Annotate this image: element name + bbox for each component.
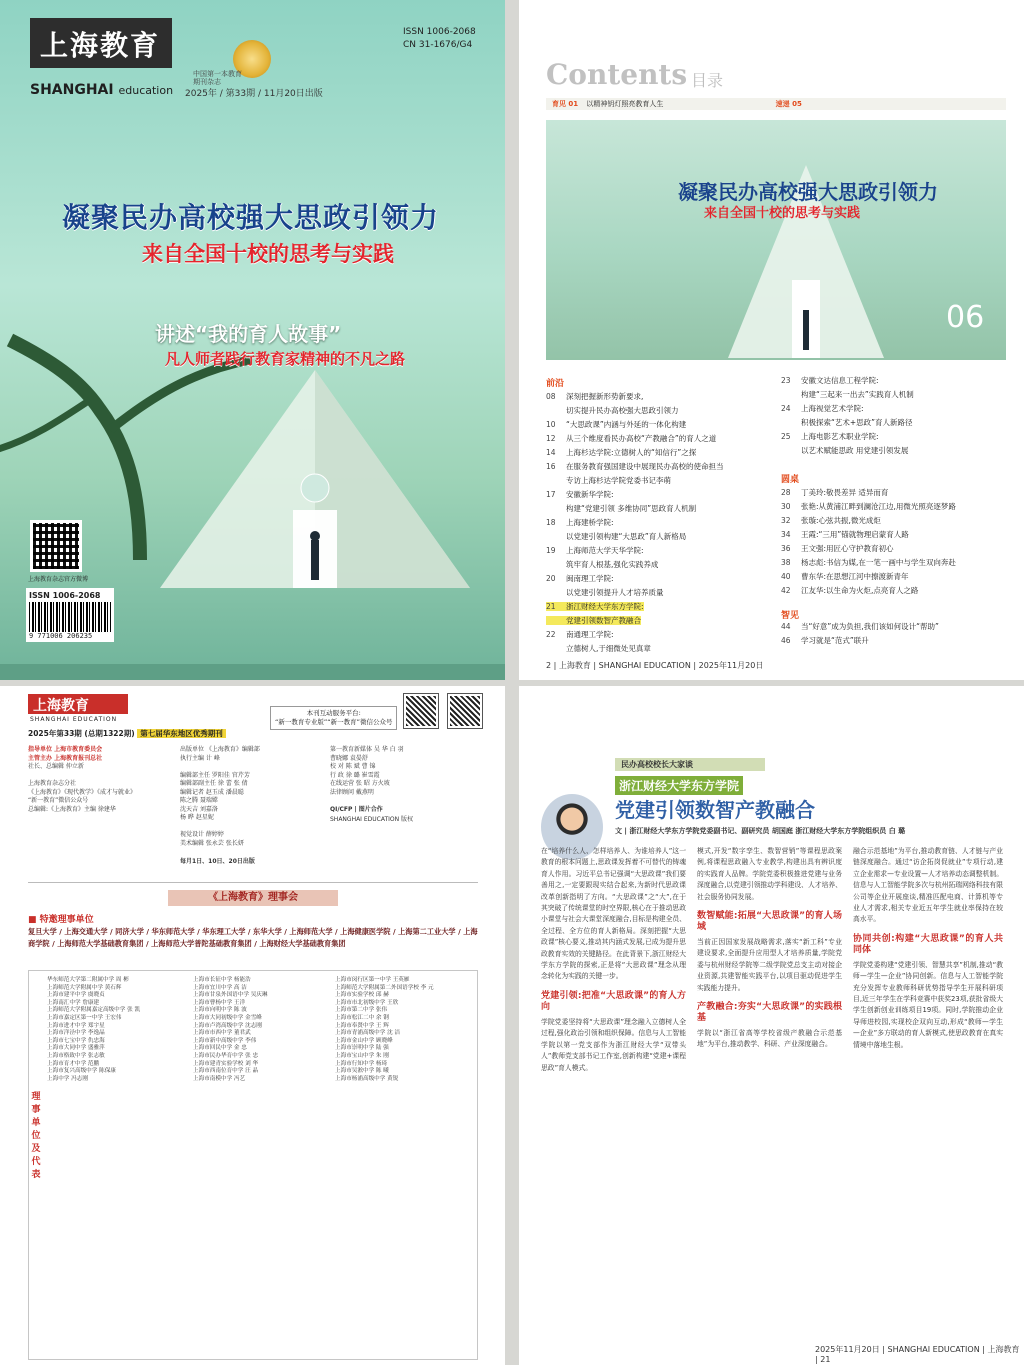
board-member: 上海市吴淞中学 陈 曦 bbox=[335, 1068, 389, 1075]
toc-entry[interactable] bbox=[781, 558, 956, 567]
toc-entry[interactable] bbox=[781, 488, 888, 497]
toc-entry[interactable] bbox=[546, 588, 664, 597]
board-member: 上海市大同中学 盛雅萍 bbox=[47, 1045, 105, 1052]
article-column-2: 模式,开发“数字孪生、数智营销”等课程思政案例,将课程思政融入专业教学,构建出具有辨识度的实践育人品牌。学院党委积极推进党建与业务深度融合,以党建引领推动学科建设、人才培养、社会服务协同发展。 数智赋能:拓展“大思政课”的育人场域 当前正因国家发展战略需求,落实“新工科”专业建设要求,全面提升应用型人才培养质量,学院党委与杭州财经学院等二级学院党总支主动对接企业资源,共建智能实践平台,以项目驱动促进学生实践能力提升。 产教融合:夯实“大思政课”的实践根基 学院以“浙江省高等学校省级产教融合示范基地”为平台,推动教学、科研、产业深度融合。 bbox=[697, 847, 842, 1049]
article-subhead-1: 党建引领:把准“大思政课”的育人方向 bbox=[541, 990, 686, 1012]
board-member: 上海市青浦高级中学 沈 洁 bbox=[335, 1030, 401, 1037]
toc-entry[interactable] bbox=[781, 446, 908, 455]
board-column-2 bbox=[193, 977, 268, 1083]
toc-entry[interactable] bbox=[781, 390, 914, 399]
board-member: 上海市民办华育中学 张 忠 bbox=[193, 1052, 259, 1059]
masthead-line: 社长、总编辑 仲立新 bbox=[28, 763, 84, 770]
masthead-divider bbox=[28, 882, 478, 883]
masthead-line: 法律顾问 戴燕明 bbox=[330, 788, 374, 796]
board-label: 理事单位及代表 bbox=[31, 1092, 41, 1180]
article-column-1: 在“培养什么人、怎样培养人、为谁培养人”这一教育的根本问题上,思政课发挥着不可替代的铸魂育人作用。习近平总书记强调“大思政课”我们要善用之,一定要跟现实结合起来,为新时代思政课改革创新指明了方向。“大思政课”之“大”,在于其突破了传统课堂的时空界限,核心在于推动思政小课堂与社会大课堂深度融合,目标是构建全员、全过程、全方位的育人新格局。深刻把握“大思政课”核心要义,推动其内涵式发展,已成为提升思政教育实效的关键路径。在此背景下,浙江财经大学东方学院的探索,正是将“大思政课”理念从理念转化为实践的关键一步。 党建引领:把准“大思政课”的育人方向 学院党委坚持将“大思政课”理念融入立德树人全过程,强化政治引领和组织保障。信息与人工智能学院以第一党支部作为浙江财经大学“双带头人”教师党支部书记工作室,创新构建“党建+课程思政”育人模式。 bbox=[541, 847, 686, 1072]
toc-section-frontier: 前沿 bbox=[546, 379, 565, 389]
masthead-line: 沈天吉 刘嘉洛 bbox=[180, 805, 218, 813]
toc-entry[interactable] bbox=[546, 504, 696, 513]
board-member: 上海市建青实验学校 刘 华 bbox=[193, 1060, 259, 1067]
contents-title: Contents bbox=[546, 58, 688, 91]
toc-entry[interactable] bbox=[546, 630, 614, 639]
toc-entry-title: 以党建引领构建“大思政”育人新格局 bbox=[566, 532, 687, 541]
qr-caption: 上海教育杂志官方微博 bbox=[28, 576, 89, 583]
board-column-1 bbox=[47, 977, 140, 1083]
toc-entry-page: 16 bbox=[546, 462, 556, 471]
board-member: 上海市松江二中 余 钢 bbox=[335, 1014, 389, 1021]
board-member: 上海市闵行区第一中学 王英雁 bbox=[335, 977, 410, 983]
toc-entry[interactable] bbox=[546, 462, 724, 471]
toc-section-insight: 智见 bbox=[781, 611, 800, 621]
special-members-list: 复旦大学 / 上海交通大学 / 同济大学 / 华东师范大学 / 华东理工大学 / 东华大学 / 上海师范大学 / 上海健康医学院 / 上海第二工业大学 / 上海商学院 / 上海师范大学基础教育集团 / 上海师范大学普陀基础教育集团 / 上海财经大学基础教育集团 bbox=[28, 927, 478, 948]
toc-entry[interactable] bbox=[546, 392, 643, 401]
toc-entry[interactable] bbox=[546, 574, 614, 583]
qr-code-icon[interactable] bbox=[448, 694, 482, 728]
board-member: 上海市杨浦高级中学 黄锐 bbox=[335, 1075, 399, 1082]
toc-entry[interactable] bbox=[546, 644, 651, 653]
masthead-line: 执行主编 计 峰 bbox=[180, 754, 220, 762]
barcode-bars-icon bbox=[29, 602, 111, 632]
board-member: 上海师范大学附属中学 黄石辉 bbox=[47, 984, 122, 991]
board-member: 上海市宜川中学 高 洁 bbox=[193, 984, 247, 991]
masthead-line: 陈之腾 聂瑞嫦 bbox=[180, 797, 218, 804]
cover-feature-sub: 凡人师者践行教育家精神的不凡之路 bbox=[165, 350, 406, 368]
award-badge: 第七届华东地区优秀期刊 bbox=[137, 729, 226, 738]
toc-entry[interactable] bbox=[546, 602, 644, 611]
toc-entry[interactable] bbox=[781, 572, 909, 581]
toc-bar-text-1: 以精神钥灯照亮教育人生 bbox=[586, 100, 664, 108]
article-subhead-3: 产教融合:夯实“大思政课”的实践根基 bbox=[697, 1002, 842, 1024]
toc-footer: 2 | 上海教育 | SHANGHAI EDUCATION | 2025年11月20日 bbox=[546, 661, 764, 670]
toc-entry[interactable] bbox=[546, 406, 679, 415]
masthead-left-column bbox=[28, 746, 178, 814]
contents-page bbox=[519, 0, 1024, 680]
board-member: 上海市新中高级中学 李伟 bbox=[193, 1037, 257, 1044]
barcode bbox=[26, 588, 114, 642]
cover-subheadline: 来自全国十校的思考与实践 bbox=[142, 242, 394, 266]
toc-entry-title: 王霞:“三用”锚就物理启蒙育人路 bbox=[801, 530, 909, 539]
council-title: 《上海教育》理事会 bbox=[168, 890, 338, 906]
toc-entry[interactable] bbox=[781, 418, 913, 427]
toc-entry-title: 以艺术赋能思政 用党建引领发展 bbox=[801, 446, 909, 455]
toc-entry[interactable] bbox=[546, 476, 671, 485]
toc-entry-page: 20 bbox=[546, 574, 556, 583]
toc-bar-label-2: 速递 05 bbox=[775, 100, 802, 108]
toc-entry-page: 34 bbox=[781, 530, 791, 539]
toc-entry-title: 筑牢育人根基,强化实践养成 bbox=[566, 560, 659, 569]
toc-entry-page: 30 bbox=[781, 502, 791, 511]
toc-entry[interactable] bbox=[781, 502, 956, 511]
special-members-title: ■ 特邀理事单位 bbox=[28, 915, 94, 925]
toc-entry-title: 在服务教育强国建设中展现民办高校的使命担当 bbox=[566, 462, 724, 471]
toc-entry-title: 切实提升民办高校强大思政引领力 bbox=[566, 406, 679, 415]
board-member: 上海市大同初级中学 金雪峰 bbox=[193, 1014, 262, 1021]
toc-entry-page: 18 bbox=[546, 518, 556, 527]
masthead-line bbox=[28, 772, 178, 781]
barcode-number: 9 771006 206235 bbox=[29, 632, 93, 640]
toc-entry[interactable] bbox=[781, 432, 879, 441]
toc-entry-title: 上海杉达学院:立德树人的“知信行”之探 bbox=[566, 448, 697, 457]
toc-entry-page: 38 bbox=[781, 558, 791, 567]
toc-top-bar bbox=[546, 98, 1006, 110]
toc-entry[interactable] bbox=[781, 516, 881, 525]
board-column-3 bbox=[335, 977, 434, 1083]
masthead-line: 编辑部主任 罗阳佳 官芹芳 bbox=[180, 771, 250, 779]
masthead-line: 视觉设计 薛婷婷 bbox=[180, 831, 224, 838]
board-member: 上海市格致中学 张志敏 bbox=[47, 1052, 105, 1059]
toc-entry-title: 学习就是“范式”联升 bbox=[801, 636, 869, 645]
masthead-coop2: SHANGHAI EDUCATION 版权 bbox=[330, 816, 414, 823]
toc-entry-page: 19 bbox=[546, 546, 556, 555]
toc-entry-page: 08 bbox=[546, 392, 556, 401]
toc-section-roundtable: 圆桌 bbox=[781, 475, 800, 485]
board-member: 上海市第二中学 张伟 bbox=[335, 1007, 388, 1014]
toc-feature-page: 06 bbox=[946, 300, 985, 335]
toc-entry-page: 12 bbox=[546, 434, 556, 443]
masthead-right-column bbox=[330, 746, 480, 797]
toc-entry-title: 立德树人,于细微处见真章 bbox=[566, 644, 651, 653]
seal-caption: 中国第一本教育期刊杂志 bbox=[193, 70, 242, 86]
toc-feature-image[interactable] bbox=[546, 120, 1006, 360]
masthead-line: 编辑部副主任 徐 蕾 张 倩 bbox=[180, 780, 248, 787]
toc-entry-page: 21 bbox=[546, 602, 556, 611]
article-footer: 2025年11月20日 | SHANGHAI EDUCATION | 上海教育 | 21 bbox=[815, 1345, 1020, 1364]
masthead-line: 上海教育杂志分社 bbox=[28, 780, 77, 787]
board-member: 上海市甘泉外国语中学 吴庆琳 bbox=[193, 992, 268, 999]
masthead-line: 主管主办 上海教育报刊总社 bbox=[28, 754, 103, 762]
cn-text: CN 31-1676/G4 bbox=[403, 40, 473, 50]
article-column-tag: 民办高校校长大家谈 bbox=[615, 758, 765, 771]
cover-headline: 凝聚民办高校强大思政引领力 bbox=[62, 201, 440, 234]
board-member: 上海市复兴高级中学 陈保康 bbox=[47, 1068, 116, 1075]
toc-entry[interactable] bbox=[546, 490, 614, 499]
toc-entry-page: 36 bbox=[781, 544, 791, 553]
masthead-line: 第一教育新媒体 吴 华 白 羽 bbox=[330, 746, 404, 753]
board-member: 上海市回民中学 金 忠 bbox=[193, 1045, 247, 1052]
toc-entry-page: 23 bbox=[781, 376, 791, 385]
board-member: 华东师范大学第二附属中学 周 彬 bbox=[47, 977, 129, 983]
toc-entry[interactable] bbox=[546, 616, 641, 625]
board-member: 上海市市西中学 董君武 bbox=[193, 1030, 251, 1037]
toc-entry[interactable] bbox=[781, 544, 894, 553]
masthead-page bbox=[0, 686, 505, 1365]
masthead-line bbox=[180, 763, 330, 772]
toc-entry[interactable] bbox=[781, 636, 869, 645]
toc-entry[interactable] bbox=[546, 560, 658, 569]
board-member: 上海市进才中学 郑宇星 bbox=[47, 1022, 105, 1029]
masthead-frequency: 每月1日、10日、20日出版 bbox=[180, 858, 255, 865]
toc-entry-page: 22 bbox=[546, 630, 556, 639]
board-member: 上海市向明中学 陈 波 bbox=[193, 1007, 247, 1014]
board-member: 上海市金山中学 顾晓峰 bbox=[335, 1037, 393, 1044]
toc-entry-page: 44 bbox=[781, 622, 791, 631]
masthead-notice: 本刊互动服务平台: “新一教育专业版”“新一教育”微信公众号 bbox=[270, 706, 397, 730]
cover-page bbox=[0, 0, 505, 680]
toc-entry-title: 上海建桥学院: bbox=[566, 518, 614, 527]
article-column-3: 融合示范基地”为平台,推动教育链、人才链与产业链深度融合。通过“访企拓岗促就业”专项行动,建立企业需求—专业设置—人才培养动态调整机制。信息与人工智能学院多次与杭州拓瑞网络科技有限公司等企业开展座谈,精准匹配电商、计算机等专业人才需求,相关专业近五年学生就业率保持在较高水平。 协同共创:构建“大思政课”的育人共同体 学院党委构建“党建引领、智慧共享”机制,推动“教师—学生—企业”协同创新。信息与人工智能学院充分发挥专业教师科研优势指导学生开展科研项目,近三年学生在学科竞赛中获奖23项,获批省级大学生创新创业训练项目19项。同时,学院推动企业导师进校园,实现校企双向互动,形成“教师—学生—企业”多方联动的育人新模式,使思政教育在真实情境中落地生根。 bbox=[853, 847, 1003, 1049]
toc-entry[interactable] bbox=[781, 622, 939, 631]
toc-entry-title: 上海视觉艺术学院: bbox=[801, 404, 864, 413]
toc-feature-title: 凝聚民办高校强大思政引领力 bbox=[678, 180, 938, 204]
masthead-issue: 2025年第33期 (总期1322期) 第七届华东地区优秀期刊 bbox=[28, 728, 226, 739]
qr-code-icon[interactable] bbox=[30, 520, 82, 572]
masthead-line: 行 政 徐 璐 崔雪霞 bbox=[330, 771, 380, 779]
cover-bottom-band bbox=[0, 664, 505, 680]
toc-entry-page: 10 bbox=[546, 420, 556, 429]
masthead-line: 编辑记者 赵玉成 潘晨聪 bbox=[180, 788, 244, 796]
toc-entry-page: 14 bbox=[546, 448, 556, 457]
toc-entry[interactable] bbox=[781, 376, 879, 385]
toc-entry-title: 当“好意”成为负担,我们该如何设计“帮助” bbox=[801, 622, 939, 631]
board-member: 上海市实验学校 邱 赫 bbox=[335, 992, 389, 999]
toc-entry-page: 24 bbox=[781, 404, 791, 413]
masthead-line: 校 对 陈 斌 曹 锦 bbox=[330, 763, 376, 770]
council-board bbox=[28, 970, 478, 1360]
board-member: 上海市行知中学 杨琦 bbox=[335, 1060, 388, 1067]
board-member: 上海市西南位育中学 汪 晶 bbox=[193, 1068, 259, 1075]
toc-entry[interactable] bbox=[781, 404, 864, 413]
toc-entry-title: 从三个维度看民办高校“产教融合”的育人之道 bbox=[566, 434, 717, 443]
toc-entry-page: 42 bbox=[781, 586, 791, 595]
board-member: 上海市建平中学 虞晓贞 bbox=[47, 992, 105, 999]
board-member: 上海市洋泾中学 李逸晶 bbox=[47, 1030, 105, 1037]
toc-entry[interactable] bbox=[546, 546, 644, 555]
masthead-line: 美术编辑 张永芸 张长妍 bbox=[180, 839, 244, 847]
toc-entry-title: 以党建引领提升人才培养质量 bbox=[566, 588, 664, 597]
toc-entry-page: 17 bbox=[546, 490, 556, 499]
article-page bbox=[519, 686, 1024, 1365]
masthead-line: 在线运营 张 昭 方火坡 bbox=[330, 780, 390, 787]
toc-entry-title: 专访上海杉达学院党委书记李萌 bbox=[566, 476, 671, 485]
toc-entry-title: 江友华:以生命为火炬,点亮育人之路 bbox=[801, 586, 919, 595]
toc-entry-title: 南通理工学院: bbox=[566, 630, 614, 639]
toc-entry-title: 张艳:从黄浦江畔到澜沧江边,用微光照亮逐梦路 bbox=[801, 502, 956, 511]
article-subhead-2: 数智赋能:拓展“大思政课”的育人场域 bbox=[697, 911, 842, 933]
toc-entry-page: 32 bbox=[781, 516, 791, 525]
masthead-line: 总编辑:《上海教育》主编 徐建华 bbox=[28, 805, 116, 813]
qr-code-icon[interactable] bbox=[404, 694, 438, 728]
toc-entry[interactable] bbox=[781, 586, 918, 595]
toc-entry-title: 丁美玲:敬畏差异 适异而育 bbox=[801, 488, 889, 497]
barcode-issn: ISSN 1006-2068 bbox=[29, 591, 101, 600]
toc-entry[interactable] bbox=[546, 434, 716, 443]
toc-entry-page: 40 bbox=[781, 572, 791, 581]
contents-title-cn: 目录 bbox=[691, 71, 724, 90]
toc-entry-title: 上海电影艺术职业学院: bbox=[801, 432, 879, 441]
toc-entry-title: 党建引领数智产教融合 bbox=[566, 616, 641, 625]
toc-bar-label-1: 育见 01 bbox=[552, 100, 579, 108]
article-org: 浙江财经大学东方学院 bbox=[615, 776, 743, 795]
toc-entry-title: “大思政课”内涵与外延的一体化构建 bbox=[566, 420, 687, 429]
cover-issn-block bbox=[403, 26, 476, 52]
board-member: 上海市崇明中学 陆 强 bbox=[335, 1045, 389, 1052]
article-subhead-4: 协同共创:构建“大思政课”的育人共同体 bbox=[853, 933, 1003, 955]
masthead-logo: 上海教育 bbox=[28, 694, 128, 714]
toc-entry-title: 闽南理工学院: bbox=[566, 574, 614, 583]
board-member: 上海市南模中学 冯艺 bbox=[193, 1075, 246, 1082]
toc-entry[interactable] bbox=[546, 448, 696, 457]
masthead-coop: QI/CFP | 图片合作 bbox=[330, 806, 383, 813]
toc-entry-page: 25 bbox=[781, 432, 791, 441]
masthead-line bbox=[180, 823, 330, 832]
toc-entry-title: 上海师范大学天华学院: bbox=[566, 546, 644, 555]
board-member: 上海市嘉定区第一中学 王宏伟 bbox=[47, 1014, 122, 1021]
board-member: 上海市卢湾高级中学 沈志刚 bbox=[193, 1022, 262, 1029]
toc-entry-title: 杨志彪:书信为媒,在一笔一画中与学生双向奔赴 bbox=[801, 558, 956, 567]
toc-entry[interactable] bbox=[546, 532, 686, 541]
board-member: 上海师范大学附属嘉定高级中学 张 凯 bbox=[47, 1007, 141, 1014]
masthead-line: 出版单位 《上海教育》编辑部 bbox=[180, 746, 260, 753]
cover-logo: 上海教育 bbox=[30, 18, 172, 68]
board-member: 上海市宝山中学 朱 刚 bbox=[335, 1052, 389, 1059]
article-title: 党建引领数智产教融合 bbox=[615, 798, 815, 822]
board-member: 上海市市北初级中学 王欣 bbox=[335, 999, 399, 1006]
board-member: 上海市七宝中学 仇忠海 bbox=[47, 1037, 105, 1044]
toc-entry[interactable] bbox=[546, 420, 686, 429]
masthead-line: 指导单位 上海市教育委员会 bbox=[28, 746, 103, 753]
toc-feature-sub: 来自全国十校的思考与实践 bbox=[704, 206, 861, 221]
masthead-line: “新一教育”微信公众号 bbox=[28, 797, 89, 804]
toc-entry-title: 积极探索“艺术+思政”育人新路径 bbox=[801, 418, 913, 427]
board-member: 上海市奉贤中学 王 辉 bbox=[335, 1022, 389, 1029]
toc-entry[interactable] bbox=[546, 518, 614, 527]
toc-entry-title: 曹东华:在思想江河中擦渡新青年 bbox=[801, 572, 909, 581]
issn-text: ISSN 1006-2068 bbox=[403, 27, 476, 37]
board-member: 上海市育才中学 范鹏 bbox=[47, 1060, 100, 1067]
cover-issue-line: 2025年 / 第33期 / 11月20日出版 bbox=[185, 89, 323, 99]
board-member: 上海市曹杨中学 王洋 bbox=[193, 999, 246, 1006]
toc-entry-title: 深刻把握新形势新要求, bbox=[566, 392, 644, 401]
toc-entry-title: 张璇:心弦共振,微光成炬 bbox=[801, 516, 881, 525]
cover-logo-en: SHANGHAI education bbox=[30, 82, 174, 98]
masthead-line: 《上海教育》《现代教学》《成才与就业》 bbox=[28, 788, 137, 796]
toc-entry-title: 构建“三起来一出去”实践育人机制 bbox=[801, 390, 914, 399]
toc-entry-page: 28 bbox=[781, 488, 791, 497]
toc-entry-title: 安徽文达信息工程学院: bbox=[801, 376, 879, 385]
toc-entry-title: 浙江财经大学东方学院: bbox=[566, 602, 644, 611]
masthead-line: 杨 晔 赵星妮 bbox=[180, 814, 214, 821]
board-member: 上海市长征中学 杨能浩 bbox=[193, 977, 251, 983]
toc-entry-title: 安徽新华学院: bbox=[566, 490, 614, 499]
pyramid-illustration bbox=[150, 360, 480, 590]
article-byline: 文 | 浙江财经大学东方学院党委副书记、副研究员 胡国庭 浙江财经大学东方学院组织员 白 璐 bbox=[615, 827, 906, 835]
board-member: 上海中学 冯志刚 bbox=[47, 1075, 88, 1082]
cover-feature-title: 讲述“我的育人故事” bbox=[155, 322, 342, 346]
masthead-middle-column bbox=[180, 746, 330, 848]
toc-entry-title: 构建“党建引领 多维协同”思政育人机制 bbox=[566, 504, 697, 513]
board-member: 上海南汇中学 詹康建 bbox=[47, 999, 100, 1006]
masthead-line: 曹晓娜 袁晏舒 bbox=[330, 754, 368, 762]
toc-entry[interactable] bbox=[781, 530, 909, 539]
board-member: 上海师范大学附属第二外国语学校 李 元 bbox=[335, 984, 434, 991]
toc-entry-page: 46 bbox=[781, 636, 791, 645]
toc-entry-title: 王文强:用匠心守护教育初心 bbox=[801, 544, 894, 553]
masthead-logo-en: SHANGHAI EDUCATION bbox=[30, 716, 118, 723]
